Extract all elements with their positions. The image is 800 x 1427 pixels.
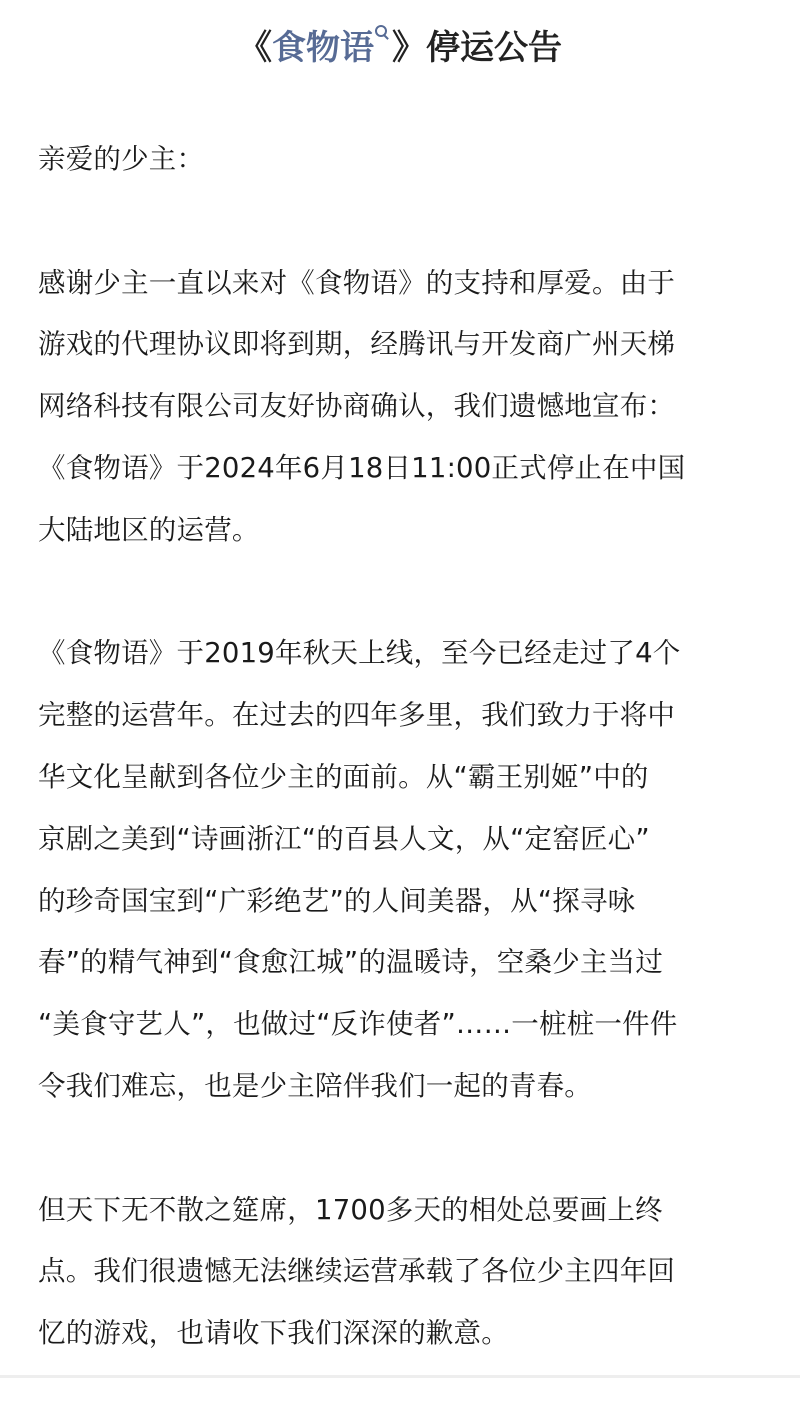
text-line: 但天下无不散之筵席，1700多天的相处总要画上终 (38, 1193, 663, 1226)
paragraph (38, 253, 768, 562)
text-line: 的珍奇国宝到“广彩绝艺”的人间美器，从“探寻咏 (38, 884, 636, 917)
paragraph (38, 1180, 768, 1365)
text-line: 完整的运营年。在过去的四年多里，我们致力于将中 (38, 699, 676, 732)
text-line: 令我们难忘，也是少主陪伴我们一起的青春。 (38, 1069, 592, 1102)
text-line: 春”的精气神到“食愈江城”的温暖诗，空桑少主当过 (38, 946, 664, 979)
text-line: “美食守艺人”，也做过“反诈使者”……一桩桩一件件 (38, 1008, 678, 1041)
text-line: 《食物语》于2024年6月18日11:00正式停止在中国 (38, 451, 686, 484)
text-line: 京剧之美到“诗画浙江“的百县人文，从“定窑匠心” (38, 822, 650, 855)
game-name-link[interactable]: 食物语 (272, 28, 374, 68)
search-icon[interactable] (374, 24, 390, 40)
text-line: 网络科技有限公司友好协商确认，我们遗憾地宣布： (38, 390, 676, 423)
text-line: 大陆地区的运营。 (38, 513, 260, 546)
text-line: 感谢少主一直以来对《食物语》的支持和厚爱。由于 (38, 266, 676, 299)
text-line: 忆的游戏，也请收下我们深深的歉意。 (38, 1317, 509, 1350)
text-line: 亲爱的少主： (38, 143, 205, 175)
title-suffix: 》停运公告 (392, 28, 562, 68)
page-title (0, 22, 800, 74)
greeting (38, 129, 768, 191)
text-line: 点。我们很遗憾无法继续运营承载了各位少主四年回 (38, 1255, 676, 1288)
text-line: 游戏的代理协议即将到期，经腾讯与开发商广州天梯 (38, 328, 676, 361)
title-prefix: 《 (238, 28, 272, 68)
text-line: 华文化呈献到各位少主的面前。从“霸王别姬”中的 (38, 760, 649, 793)
text-line: 《食物语》于2019年秋天上线，至今已经走过了4个 (38, 637, 681, 670)
paragraph (38, 623, 768, 1117)
article-body (38, 129, 768, 1427)
